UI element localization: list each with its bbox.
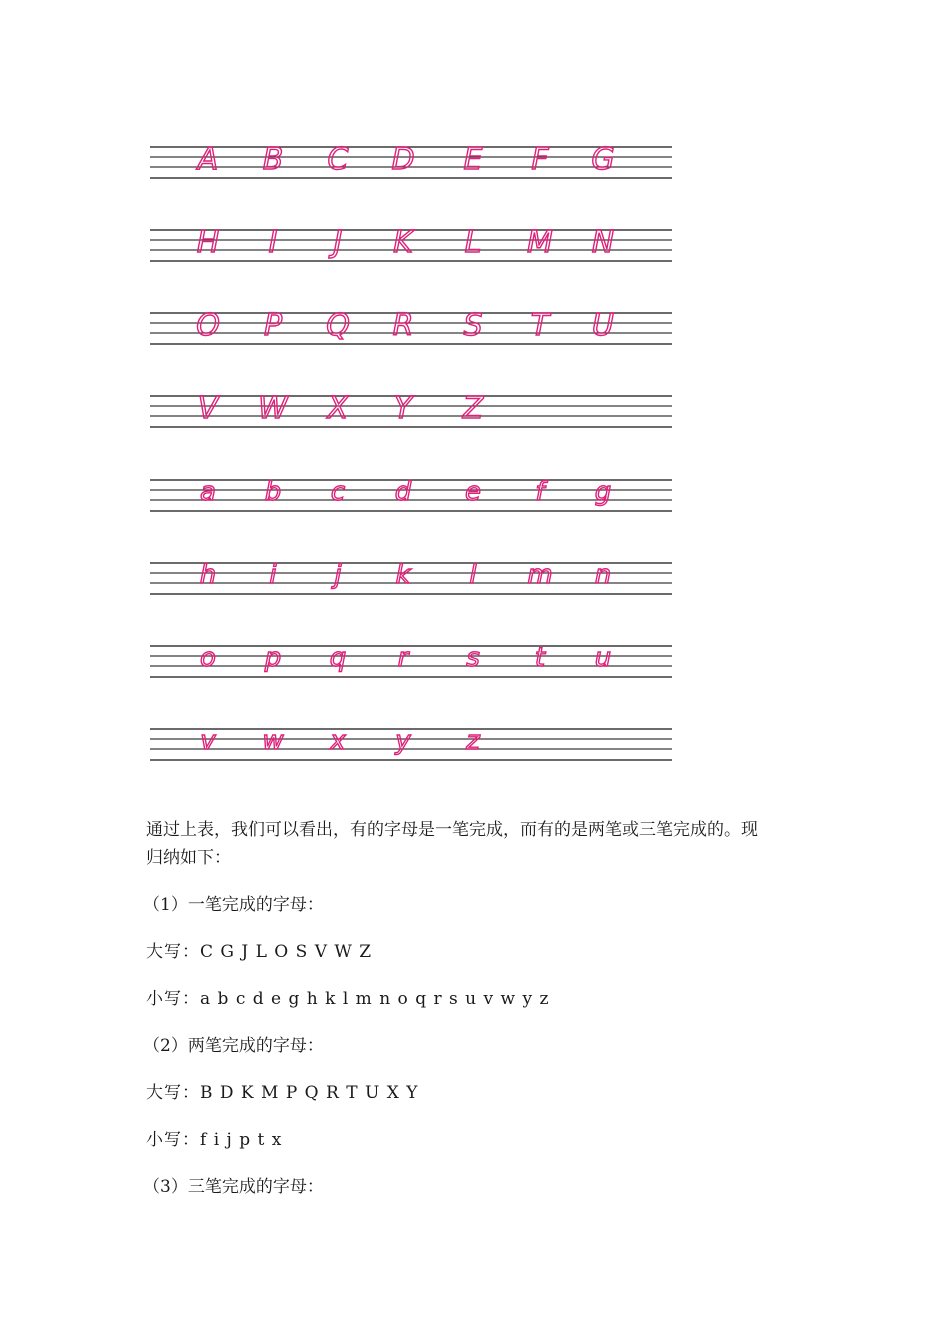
handwritten-letter-T: T [530,308,550,343]
handwritten-letter-r: r [397,643,409,673]
handwritten-letter-n: n [594,560,612,590]
handwritten-letter-P: P [263,308,283,343]
section-2-lowercase: 小写：f i j p t x [146,1130,283,1150]
handwritten-letter-x: x [330,726,346,756]
handwritten-letter-d: d [394,477,412,507]
section-1-heading: （1）一笔完成的字母： [143,895,324,915]
handwritten-letter-I: I [268,225,278,260]
handwritten-letter-g: g [594,477,612,507]
handwritten-letter-O: O [196,308,220,343]
handwritten-letter-H: H [196,225,220,260]
handwritten-letter-s: s [466,643,480,673]
handwritten-letter-k: k [395,560,411,590]
handwritten-letter-w: w [262,726,284,756]
handwritten-letter-h: h [199,560,217,590]
handwritten-letter-m: m [527,560,553,590]
chart-row-7 [150,643,672,677]
handwritten-letter-U: U [592,308,614,343]
handwritten-letter-X: X [327,391,349,426]
handwritten-letter-J: J [333,225,343,260]
handwritten-letter-b: b [264,477,282,507]
handwritten-letter-C: C [327,142,349,177]
chart-row-8 [150,726,672,760]
handwritten-letter-Q: Q [326,308,350,343]
section-1-uppercase: 大写：C G J L O S V W Z [146,942,373,962]
handwritten-letter-R: R [392,308,414,343]
handwritten-letter-p: p [264,643,282,673]
chart-row-6 [150,560,672,594]
handwritten-letter-B: B [262,142,284,177]
handwritten-letter-W: W [258,391,288,426]
handwritten-letter-c: c [330,477,346,507]
letter-stroke-chart [140,120,680,790]
handwritten-letter-i: i [269,560,277,590]
handwritten-letter-K: K [393,225,413,260]
chart-row-5 [150,477,672,511]
section-2-uppercase: 大写：B D K M P Q R T U X Y [146,1083,419,1103]
handwritten-letter-v: v [200,726,216,756]
handwritten-letter-z: z [466,726,480,756]
intro-paragraph-line-2: 归纳如下： [146,848,231,868]
handwritten-letter-M: M [527,225,553,260]
handwritten-letter-A: A [197,142,219,177]
section-3-heading: （3）三笔完成的字母： [143,1177,324,1197]
handwritten-letter-F: F [531,142,549,177]
handwritten-letter-V: V [197,391,219,426]
handwritten-letter-D: D [391,142,415,177]
handwritten-letter-t: t [534,643,546,673]
handwritten-letter-l: l [469,560,477,590]
handwritten-letter-f: f [535,477,545,507]
handwritten-letter-j: j [334,560,342,590]
handwritten-letter-S: S [463,308,483,343]
section-1-lowercase: 小写：a b c d e g h k l m n o q r s u v w y z [146,989,550,1009]
chart-row-1 [150,142,672,178]
handwritten-letter-Z: Z [462,391,484,426]
handwritten-letter-o: o [200,643,216,673]
handwritten-letter-u: u [594,643,612,673]
chart-row-4 [150,391,672,427]
handwritten-letter-q: q [329,643,347,673]
handwritten-letter-y: y [395,726,411,756]
handwritten-letter-L: L [464,225,482,260]
handwritten-letter-a: a [200,477,216,507]
intro-paragraph-line-1: 通过上表，我们可以看出，有的字母是一笔完成，而有的是两笔或三笔完成的。现 [146,820,758,840]
handwritten-letter-e: e [465,477,481,507]
handwritten-letter-Y: Y [393,391,413,426]
handwritten-letter-G: G [591,142,615,177]
handwritten-letter-N: N [591,225,615,260]
chart-row-3 [150,308,672,344]
handwritten-letter-E: E [463,142,483,177]
section-2-heading: （2）两笔完成的字母： [143,1036,324,1056]
chart-row-2 [150,225,672,261]
